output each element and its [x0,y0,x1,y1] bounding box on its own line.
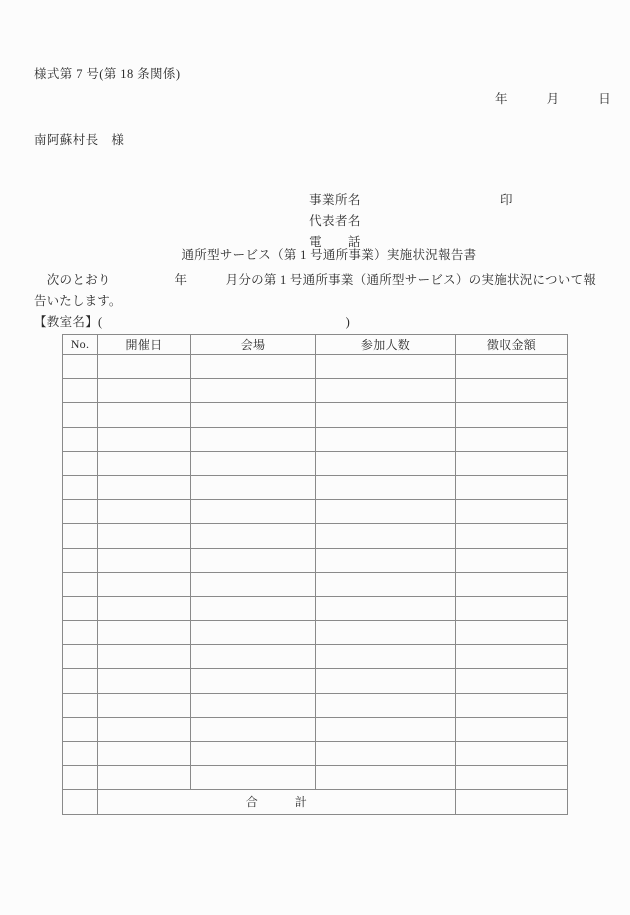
cell-amount[interactable] [456,717,568,741]
cell-amount[interactable] [456,645,568,669]
cell-no[interactable] [63,621,98,645]
cell-no[interactable] [63,742,98,766]
table-row [63,475,568,499]
table-row [63,379,568,403]
cell-no[interactable] [63,379,98,403]
cell-attendees[interactable] [316,572,456,596]
column-header-date: 開催日 [98,335,191,355]
cell-no[interactable] [63,524,98,548]
cell-date[interactable] [98,355,191,379]
table-row [63,500,568,524]
cell-date[interactable] [98,717,191,741]
cell-venue[interactable] [191,379,316,403]
table-row [63,717,568,741]
cell-attendees[interactable] [316,451,456,475]
cell-venue[interactable] [191,645,316,669]
table-row [63,355,568,379]
cell-date[interactable] [98,572,191,596]
cell-venue[interactable] [191,742,316,766]
seal-mark: 印 [500,193,513,207]
total-row-amount-cell[interactable] [456,790,568,814]
cell-venue[interactable] [191,524,316,548]
total-row-label: 合 計 [98,790,456,814]
cell-venue[interactable] [191,355,316,379]
table-row [63,427,568,451]
cell-no[interactable] [63,645,98,669]
table-row [63,742,568,766]
cell-venue[interactable] [191,572,316,596]
cell-date[interactable] [98,621,191,645]
cell-date[interactable] [98,403,191,427]
cell-venue[interactable] [191,693,316,717]
table-header-row [63,335,568,355]
cell-date[interactable] [98,427,191,451]
cell-amount[interactable] [456,451,568,475]
representative-row [288,190,513,228]
table-row [63,524,568,548]
classroom-name-field: 【教室名】( ) [34,315,351,329]
table-total-row [63,790,568,814]
cell-venue[interactable] [191,500,316,524]
cell-date[interactable] [98,693,191,717]
cell-amount[interactable] [456,572,568,596]
addressee: 南阿蘇村長 様 [34,133,125,147]
cell-amount[interactable] [456,742,568,766]
form-code: 様式第 7 号(第 18 条関係) [34,67,181,81]
table-row [63,572,568,596]
cell-attendees[interactable] [316,427,456,451]
cell-amount[interactable] [456,524,568,548]
cell-attendees[interactable] [316,548,456,572]
table-row [63,645,568,669]
cell-attendees[interactable] [316,742,456,766]
cell-amount[interactable] [456,693,568,717]
cell-attendees[interactable] [316,717,456,741]
cell-no[interactable] [63,403,98,427]
cell-amount[interactable] [456,621,568,645]
body-paragraph: 次のとおり 年 月分の第 1 号通所事業（通所型サービス）の実施状況について報告いたします。 [34,273,596,308]
cell-venue[interactable] [191,427,316,451]
table-body [63,355,568,790]
telephone-row [288,211,361,249]
column-header-no: No. [63,335,98,355]
cell-no[interactable] [63,717,98,741]
applicant-block [288,169,513,249]
cell-date[interactable] [98,742,191,766]
page-title: 通所型サービス（第 1 号通所事業）実施状況報告書 [181,248,477,262]
cell-venue[interactable] [191,669,316,693]
cell-attendees[interactable] [316,693,456,717]
cell-venue[interactable] [191,766,316,790]
cell-amount[interactable] [456,427,568,451]
cell-venue[interactable] [191,403,316,427]
office-name-row [288,169,361,207]
cell-attendees[interactable] [316,379,456,403]
cell-date[interactable] [98,548,191,572]
table-row [63,403,568,427]
cell-date[interactable] [98,451,191,475]
table-row [63,621,568,645]
table-row [63,766,568,790]
cell-date[interactable] [98,645,191,669]
cell-amount[interactable] [456,500,568,524]
cell-attendees[interactable] [316,645,456,669]
cell-amount[interactable] [456,403,568,427]
cell-date[interactable] [98,596,191,620]
report-table [62,334,568,815]
cell-no[interactable] [63,596,98,620]
table-row [63,596,568,620]
cell-date[interactable] [98,475,191,499]
cell-no[interactable] [63,548,98,572]
cell-no[interactable] [63,766,98,790]
representative-label: 代表者名 [309,214,361,228]
cell-venue[interactable] [191,451,316,475]
cell-date[interactable] [98,766,191,790]
cell-venue[interactable] [191,548,316,572]
table-row [63,548,568,572]
cell-attendees[interactable] [316,355,456,379]
cell-no[interactable] [63,500,98,524]
cell-amount[interactable] [456,379,568,403]
cell-attendees[interactable] [316,621,456,645]
cell-no[interactable] [63,669,98,693]
table-row [63,669,568,693]
cell-attendees[interactable] [316,766,456,790]
cell-venue[interactable] [191,475,316,499]
total-row-no-cell[interactable] [63,790,98,814]
cell-amount[interactable] [456,355,568,379]
cell-no[interactable] [63,693,98,717]
column-header-venue: 会場 [191,335,316,355]
cell-amount[interactable] [456,475,568,499]
cell-amount[interactable] [456,766,568,790]
cell-date[interactable] [98,379,191,403]
cell-no[interactable] [63,451,98,475]
office-name-label: 事業所名 [309,193,361,207]
cell-date[interactable] [98,669,191,693]
cell-attendees[interactable] [316,596,456,620]
date-line: 年 月 日 [495,92,612,106]
cell-amount[interactable] [456,548,568,572]
cell-no[interactable] [63,475,98,499]
column-header-attendees: 参加人数 [316,335,456,355]
cell-venue[interactable] [191,717,316,741]
cell-attendees[interactable] [316,403,456,427]
cell-no[interactable] [63,427,98,451]
cell-amount[interactable] [456,596,568,620]
telephone-label: 電 話 [309,235,361,249]
column-header-amount: 徴収金額 [456,335,568,355]
cell-attendees[interactable] [316,524,456,548]
cell-venue[interactable] [191,596,316,620]
table-row [63,451,568,475]
cell-attendees[interactable] [316,669,456,693]
cell-date[interactable] [98,500,191,524]
cell-venue[interactable] [191,621,316,645]
cell-no[interactable] [63,572,98,596]
cell-amount[interactable] [456,669,568,693]
cell-no[interactable] [63,355,98,379]
cell-date[interactable] [98,524,191,548]
table-row [63,693,568,717]
cell-attendees[interactable] [316,500,456,524]
cell-attendees[interactable] [316,475,456,499]
